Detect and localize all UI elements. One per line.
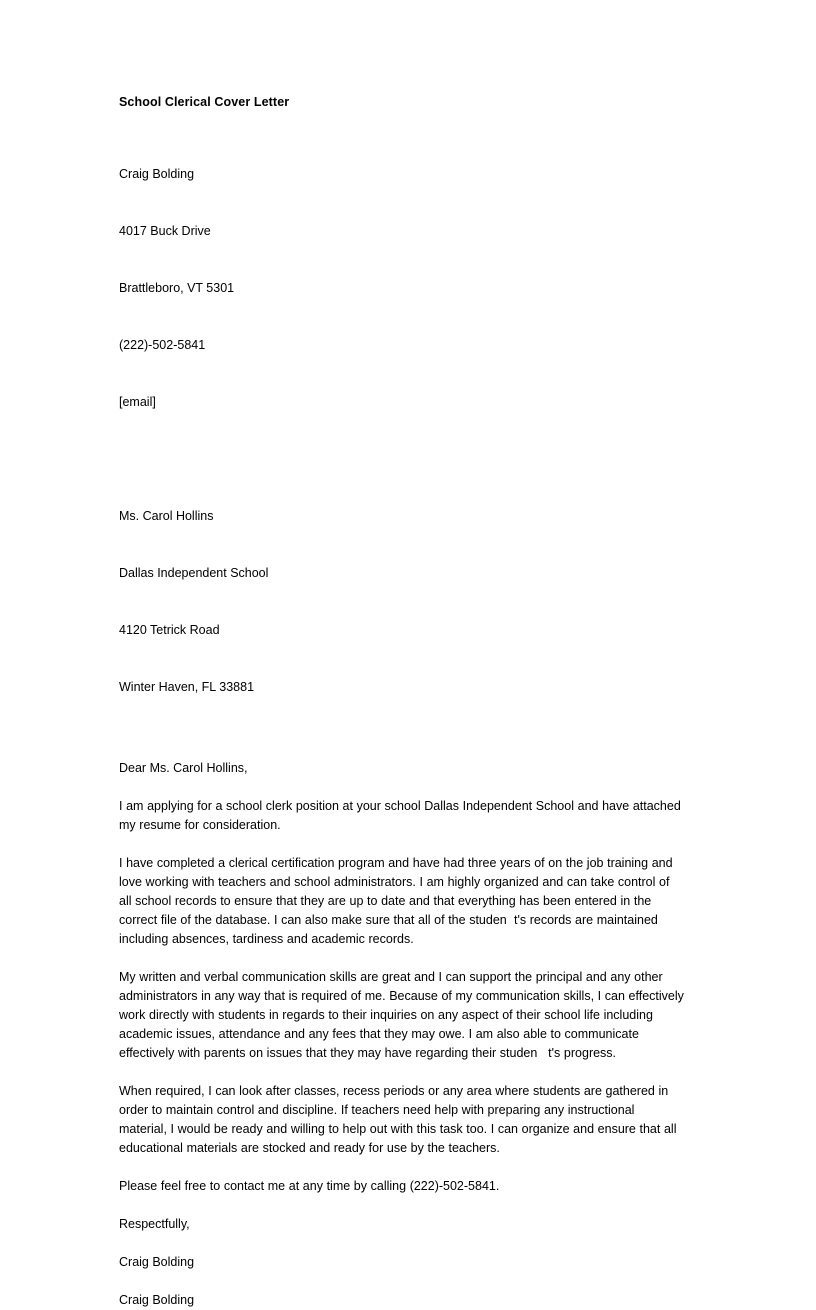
body-paragraph-2: I have completed a clerical certification program and have had three years of on the job training and love working with teachers and school administrators. I am highly organized and can take control of all school records to ensure that they are up to date and that everything has been entered in the correct file of the database. I can also make sure that all of the studen t's records are maintained including absences, tardiness and academic records. (119, 856, 677, 946)
body-paragraph-3: My written and verbal communication skills are great and I can support the principal and any other administrators in any way that is required of me. Because of my communication skills, I can effectively work directly with students in regards to their inquiries on any aspect of their school life including academic issues, attendance and any fees that they may owe. I am also able to communicate effectively with parents on issues that they may have regarding their studen t's progress. (119, 970, 688, 1060)
body-paragraph-4: When required, I can look after classes, recess periods or any area where students are gathered in order to maintain control and discipline. If teachers need help with preparing any instructional material, I would be ready and willing to help out with this task too. I can organize and ensure that all educational materials are stocked and ready for use by the teachers. (119, 1084, 681, 1155)
recipient-address-block (119, 469, 685, 735)
body-paragraph-5: Please feel free to contact me at any time by calling (222)-502-5841. (119, 1179, 500, 1193)
sender-street: 4017 Buck Drive (119, 224, 211, 238)
sender-address-block (119, 127, 685, 450)
sender-phone: (222)-502-5841 (119, 338, 206, 352)
typed-name: Craig Bolding (119, 1293, 195, 1307)
page-title: School Clerical Cover Letter (119, 95, 290, 109)
sender-name: Craig Bolding (119, 167, 195, 181)
recipient-name: Ms. Carol Hollins (119, 509, 214, 523)
signature-name: Craig Bolding (119, 1255, 195, 1269)
recipient-street: 4120 Tetrick Road (119, 623, 220, 637)
cover-letter-body (119, 93, 688, 1310)
sender-city-state-zip: Brattleboro, VT 5301 (119, 281, 235, 295)
sender-email: [email] (119, 395, 156, 409)
closing-salutation: Respectfully, (119, 1217, 190, 1231)
recipient-city-state-zip: Winter Haven, FL 33881 (119, 680, 255, 694)
salutation: Dear Ms. Carol Hollins, (119, 761, 248, 775)
body-paragraph-1: I am applying for a school clerk position at your school Dallas Independent School and have attached my resume for consideration. (119, 799, 685, 832)
recipient-organization: Dallas Independent School (119, 566, 269, 580)
